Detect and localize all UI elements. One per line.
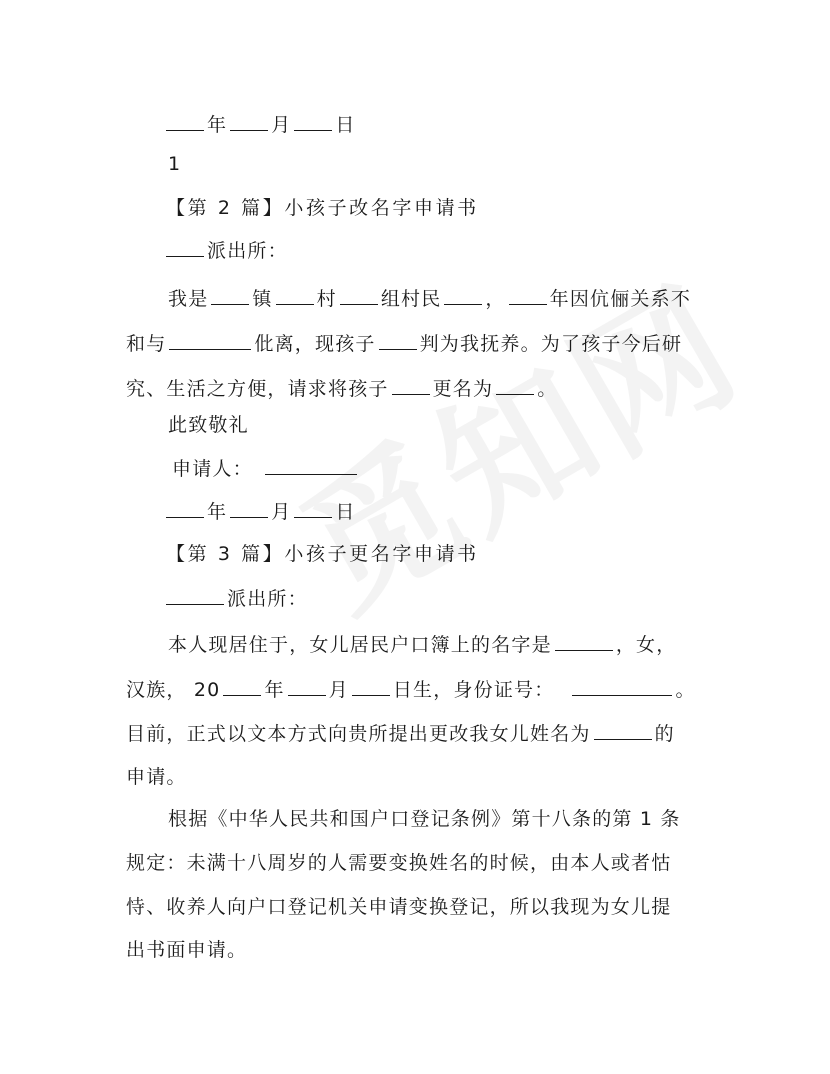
text: 究、生活之方便，请求将孩子 [126,378,389,400]
text: 仳离，现孩子 [254,333,376,355]
text: 组村民 [380,288,442,310]
day-blank [294,501,332,518]
section3-heading: 【第 3 篇】小孩子更名字申请书 [166,543,479,565]
text: 20 [193,679,221,701]
section3-para2-line-1: 根据《中华人民共和国户口登记条例》第十八条的第 1 条 [168,808,681,830]
blank [379,333,417,350]
applicant-line [172,456,360,482]
text: 。 [675,679,696,701]
blank [276,288,314,305]
section2-station-line [166,238,288,264]
text: 月 [328,679,349,701]
text: 更名为 [432,378,494,400]
day-blank [294,114,332,131]
text: 日生，身份证号： [392,679,555,701]
closing: 此致敬礼 [168,414,249,436]
year-label: 年 [207,114,228,136]
station-label: 派出所： [227,588,308,610]
date-line-2 [166,499,356,525]
section3-para-line-1 [168,632,676,658]
blank [509,288,547,305]
id-blank [572,679,672,696]
day-label: 日 [335,114,356,136]
year-blank [166,501,204,518]
page-number: 1 [168,153,182,175]
text: 汉族， [126,679,187,701]
section3-para-line-4: 申请。 [126,766,187,788]
blank [340,288,378,305]
section2-para-line-1 [168,286,691,312]
text: 村 [316,288,337,310]
text: 我是 [168,288,209,310]
month-blank [230,501,268,518]
blank [444,288,482,305]
day-label: 日 [335,501,356,523]
year-blank [166,114,204,131]
section2-heading: 【第 2 篇】小孩子改名字申请书 [166,197,479,219]
section2-para-line-2 [126,331,682,357]
blank [392,378,430,395]
section3-para-line-2 [126,677,696,703]
text: 本人现居住于，女儿居民户口簿上的名字是 [168,634,552,656]
text: 的 [654,723,675,745]
blank [169,333,251,350]
station-label: 派出所： [207,240,288,262]
blank [288,679,326,696]
month-label: 月 [271,114,292,136]
text: 年 [264,679,285,701]
section3-para2-line-4: 出书面申请。 [126,939,248,961]
text: 。 [537,378,558,400]
section3-para2-line-2: 规定：未满十八周岁的人需要变换姓名的时候，由本人或者怙 [126,852,672,874]
text: 判为我抚养。为了孩子今后研 [419,333,683,355]
year-label: 年 [207,501,228,523]
name-blank [555,634,613,651]
new-name-blank [594,723,652,740]
section2-para-line-3 [126,376,557,402]
applicant-label: 申请人： [172,458,253,480]
section3-para-line-3 [126,721,675,747]
text: 目前，正式以文本方式向贵所提出更改我女儿姓名为 [126,723,591,745]
station-blank [166,588,224,605]
section3-station-line [166,586,308,612]
blank [211,288,249,305]
text: 和与 [126,333,167,355]
date-line-1 [166,112,356,138]
station-blank [166,240,204,257]
text: 年因伉俪关系不 [549,288,692,310]
month-label: 月 [271,501,292,523]
text: ，女， [615,634,677,656]
blank [352,679,390,696]
month-blank [230,114,268,131]
signature-blank [265,458,357,475]
text: 镇 [252,288,273,310]
blank [223,679,261,696]
blank [496,378,534,395]
text: ， [485,288,506,310]
section3-para2-line-3: 恃、收养人向户口登记机关申请变换登记，所以我现为女儿提 [126,896,672,918]
